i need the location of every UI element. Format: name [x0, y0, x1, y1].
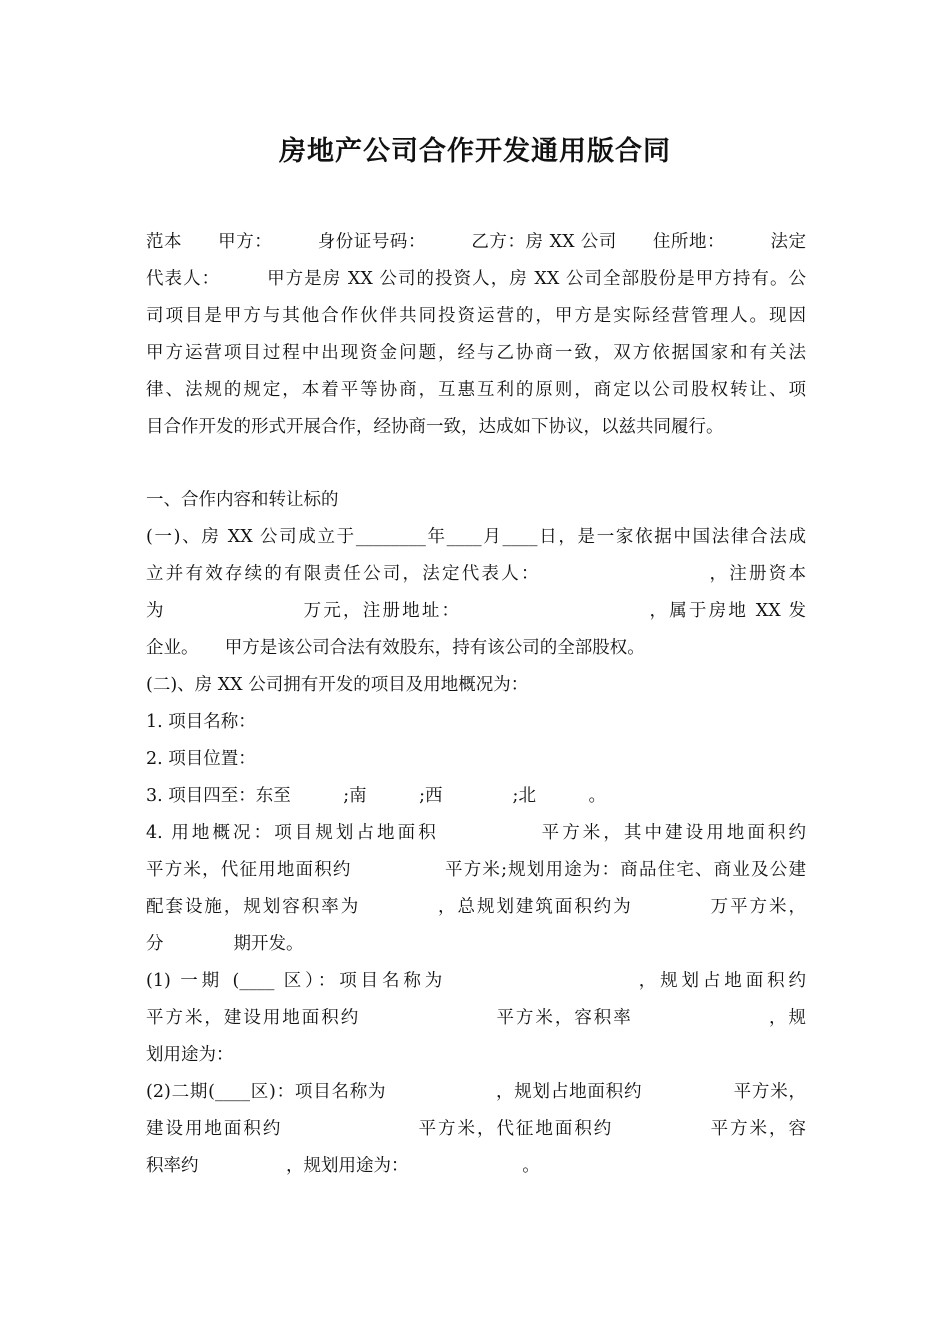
clause-line: 2. 项目位置： [146, 749, 256, 769]
clause-line: (2)二期(____区)：项目名称为 ，规划占地面积约 平方米， [146, 1082, 806, 1102]
clause-line: (一)、房 XX 公司成立于________年____月____日，是一家依据中国法律合法成 [146, 527, 806, 547]
clause-line: (二)、房 XX 公司拥有开发的项目及用地概况为： [146, 675, 529, 695]
clause-line: 划用途为： [146, 1045, 234, 1065]
section-heading: 一、合作内容和转让标的 [146, 490, 339, 510]
intro-line: 律、法规的规定，本着平等协商，互惠互利的原则，商定以公司股权转让、项 [146, 380, 806, 400]
intro-line: 司项目是甲方与其他合作伙伴共同投资运营的，甲方是实际经营管理人。现因 [146, 306, 806, 326]
clause-line: 平方米，代征用地面积约 平方米;规划用途为：商品住宅、商业及公建 [146, 860, 806, 880]
document-title: 房地产公司合作开发通用版合同 [279, 136, 671, 167]
document-body [146, 224, 806, 1185]
clause-line: (1) 一期 (____ 区）：项目名称为 ，规划占地面积约 [146, 971, 806, 991]
clause-line: 建设用地面积约 平方米，代征地面积约 平方米，容 [146, 1119, 806, 1139]
intro-line: 目合作开发的形式开展合作，经协商一致，达成如下协议，以兹共同履行。 [146, 417, 724, 437]
intro-line: 代表人： 甲方是房 XX 公司的投资人，房 XX 公司全部股份是甲方持有。公 [146, 269, 806, 289]
intro-line: 甲方运营项目过程中出现资金问题，经与乙协商一致，双方依据国家和有关法 [146, 343, 806, 363]
paragraph-gap [146, 446, 806, 482]
clause-line: 平方米，建设用地面积约 平方米，容积率 ，规 [146, 1008, 806, 1028]
clause-line: 1. 项目名称： [146, 712, 256, 732]
clause-line: 立并有效存续的有限责任公司，法定代表人： ，注册资本 [146, 564, 806, 584]
intro-line: 范本 甲方： 身份证号码： 乙方：房 XX 公司 住所地： 法定 [146, 232, 806, 252]
clause-line: 4. 用地概况：项目规划占地面积 平方米，其中建设用地面积约 [146, 823, 806, 843]
clause-line: 为 万元，注册地址： ，属于房地 XX 发 [146, 601, 806, 621]
clause-line: 分 期开发。 [146, 934, 304, 954]
clause-line: 积率约 ，规划用途为： 。 [146, 1156, 540, 1176]
clause-line: 3. 项目四至：东至 ;南 ;西 ;北 。 [146, 786, 606, 806]
clause-line: 企业。 甲方是该公司合法有效股东，持有该公司的全部股权。 [146, 638, 645, 658]
clause-line: 配套设施，规划容积率为 ，总规划建筑面积约为 万平方米， [146, 897, 806, 917]
